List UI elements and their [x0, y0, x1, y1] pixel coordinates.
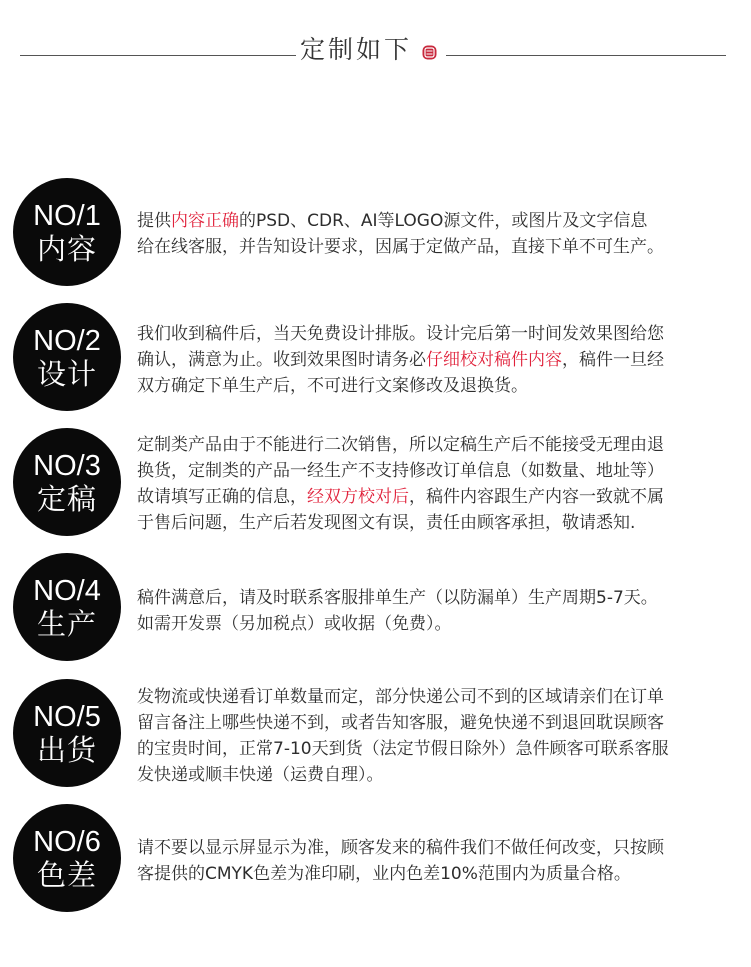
step-number: NO/4: [33, 575, 101, 607]
description-line: [137, 484, 733, 510]
description-text: 请不要以显示屏显示为准，顾客发来的稿件我们不做任何改变，只按顾: [137, 838, 664, 858]
description-text: 我们收到稿件后，当天免费设计排版。设计完后第一时间发效果图给您: [137, 324, 664, 344]
step-number: NO/1: [33, 200, 101, 232]
step-description: [137, 321, 733, 399]
seal-stamp-icon: [421, 44, 438, 61]
description-text: 给在线客服，并告知设计要求，因属于定做产品，直接下单不可生产。: [137, 237, 664, 257]
step-badge: [13, 303, 121, 411]
step-category: 定稿: [36, 482, 97, 516]
description-line: [137, 861, 733, 887]
step-category: 设计: [36, 357, 97, 391]
description-line: [137, 611, 733, 637]
description-line: [137, 321, 733, 347]
description-text: 双方确定下单生产后，不可进行文案修改及退换货。: [137, 376, 528, 396]
description-text: ，稿件内容跟生产内容一致就不属: [409, 487, 664, 507]
step-badge: [13, 428, 121, 536]
description-line: [137, 234, 733, 260]
header-divider-right: [446, 55, 726, 56]
step-badge: [13, 679, 121, 787]
step-badge: [13, 553, 121, 661]
step-number: NO/6: [33, 826, 101, 858]
description-text: 的PSD、CDR、AI等LOGO源文件，或图片及文字信息: [239, 211, 648, 231]
description-text: 发快递或顺丰快递（运费自理）。: [137, 765, 384, 785]
description-line: [137, 458, 733, 484]
step-description: [137, 835, 733, 887]
step-description: [137, 432, 733, 536]
highlight-text: 经双方校对后: [307, 487, 409, 507]
description-line: [137, 684, 733, 710]
description-line: [137, 762, 733, 788]
step-description: [137, 684, 733, 788]
description-text: 换货，定制类的产品一经生产不支持修改订单信息（如数量、地址等）: [137, 461, 664, 481]
description-line: [137, 208, 733, 234]
description-text: 如需开发票（另加税点）或收据（免费）。: [137, 614, 452, 634]
description-text: 客提供的CMYK色差为准印刷，业内色差10%范围内为质量合格。: [137, 864, 631, 884]
description-text: 定制类产品由于不能进行二次销售，所以定稿生产后不能接受无理由退: [137, 435, 664, 455]
section-title: 定制如下: [300, 35, 413, 64]
step-description: [137, 208, 733, 260]
description-text: 的宝贵时间，正常7-10天到货（法定节假日除外）急件顾客可联系客服: [137, 739, 669, 759]
step-badge: [13, 178, 121, 286]
step-description: [137, 585, 733, 637]
step-number: NO/3: [33, 450, 101, 482]
step-badge: [13, 804, 121, 912]
step-number: NO/5: [33, 701, 101, 733]
description-line: [137, 432, 733, 458]
description-text: 故请填写正确的信息，: [137, 487, 307, 507]
step-category: 出货: [36, 733, 97, 767]
step-number: NO/2: [33, 325, 101, 357]
description-line: [137, 835, 733, 861]
description-text: 留言备注上哪些快递不到，或者告知客服，避免快递不到退回耽误顾客: [137, 713, 664, 733]
description-line: [137, 585, 733, 611]
description-line: [137, 373, 733, 399]
section-header: [0, 26, 751, 66]
description-text: ，稿件一旦经: [562, 350, 664, 370]
description-line: [137, 510, 733, 536]
description-text: 提供: [137, 211, 171, 231]
step-category: 色差: [36, 858, 97, 892]
header-divider-left: [20, 55, 296, 56]
description-line: [137, 710, 733, 736]
step-category: 生产: [36, 607, 97, 641]
description-text: 于售后问题，生产后若发现图文有误，责任由顾客承担，敬请悉知.: [137, 513, 636, 533]
highlight-text: 内容正确: [171, 211, 239, 231]
description-text: 确认，满意为止。收到效果图时请务必: [137, 350, 426, 370]
highlight-text: 仔细校对稿件内容: [426, 350, 562, 370]
description-line: [137, 736, 733, 762]
step-category: 内容: [36, 232, 97, 266]
description-text: 稿件满意后，请及时联系客服排单生产（以防漏单）生产周期5-7天。: [137, 588, 658, 608]
description-text: 发物流或快递看订单数量而定，部分快递公司不到的区域请亲们在订单: [137, 687, 664, 707]
description-line: [137, 347, 733, 373]
